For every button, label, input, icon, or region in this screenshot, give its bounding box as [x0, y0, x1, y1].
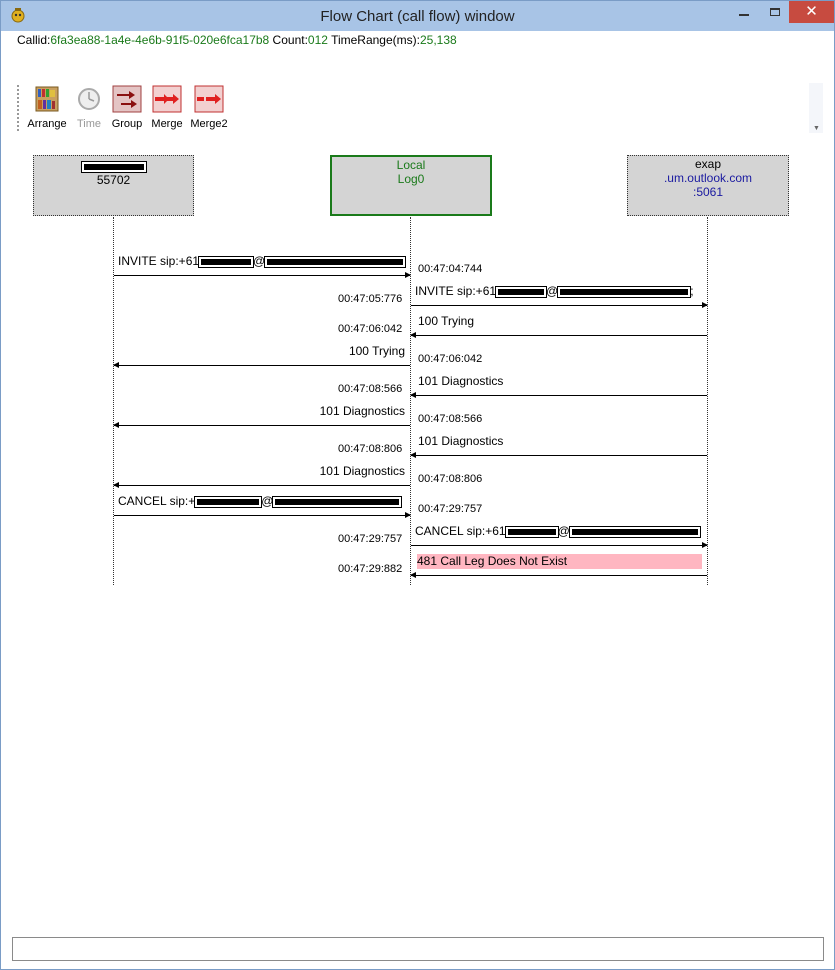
- call-flow-diagram: [17, 151, 809, 591]
- node-local[interactable]: [330, 155, 492, 216]
- node-local-line2: Log0: [397, 172, 425, 186]
- close-button[interactable]: ✕: [789, 1, 834, 23]
- message-label[interactable]: 101 Diagnostics: [418, 374, 504, 388]
- maximize-icon: [770, 8, 780, 16]
- message-arrow[interactable]: [411, 545, 707, 546]
- count-value: 012: [307, 33, 328, 47]
- timestamp: 00:47:29:757: [338, 533, 403, 545]
- message-text: CANCEL sip:+: [118, 494, 196, 508]
- message-label[interactable]: [118, 494, 401, 508]
- maximize-button[interactable]: [761, 1, 789, 23]
- time-range-value: 25,138: [419, 33, 457, 47]
- node-left[interactable]: [33, 155, 194, 216]
- timestamp: 00:47:29:882: [338, 563, 403, 575]
- merge-button[interactable]: [149, 85, 185, 130]
- merge-label: Merge: [151, 118, 183, 130]
- title-bar[interactable]: [1, 1, 834, 31]
- lifeline-left: [113, 217, 114, 585]
- node-right-port-text: :5061: [692, 185, 724, 199]
- node-local-line1: Local: [396, 158, 426, 172]
- timestamp: 00:47:06:042: [338, 323, 403, 335]
- scroll-down-icon: ▼: [813, 125, 820, 132]
- message-arrow[interactable]: [114, 515, 410, 516]
- message-label[interactable]: [415, 524, 700, 538]
- timestamp: 00:47:08:566: [418, 413, 483, 425]
- timestamp: 00:47:05:776: [338, 293, 403, 305]
- time-range-label: TimeRange(ms):: [327, 33, 420, 47]
- message-label[interactable]: 100 Trying: [418, 314, 475, 328]
- message-arrow[interactable]: [411, 305, 707, 306]
- node-right[interactable]: [627, 155, 789, 216]
- group-button[interactable]: [109, 85, 145, 130]
- timestamp: 00:47:08:806: [418, 473, 483, 485]
- arrange-button[interactable]: [25, 85, 69, 130]
- status-bar: [12, 937, 824, 961]
- timestamp: 00:47:06:042: [418, 353, 483, 365]
- arrange-label: Arrange: [27, 118, 67, 130]
- toolbar-scrollbar[interactable]: [809, 83, 823, 133]
- minimize-button[interactable]: [727, 1, 761, 23]
- timestamp: 00:47:08:566: [338, 383, 403, 395]
- message-text: CANCEL sip:+61: [415, 524, 506, 538]
- message-arrow[interactable]: [411, 575, 707, 576]
- message-tail: ;: [690, 284, 694, 298]
- timestamp: 00:47:04:744: [418, 263, 483, 275]
- group-arrows-icon: [112, 85, 142, 113]
- message-arrow[interactable]: [114, 485, 410, 486]
- time-label: Time: [76, 118, 102, 130]
- bookshelf-icon: [32, 85, 62, 113]
- message-label[interactable]: [118, 254, 405, 268]
- group-label: Group: [111, 118, 143, 130]
- timestamp: 00:47:08:806: [338, 443, 403, 455]
- window-title: Flow Chart (call flow) window: [320, 8, 515, 25]
- message-arrow[interactable]: [411, 395, 707, 396]
- node-left-port: 55702: [96, 173, 131, 187]
- node-left-redacted: [34, 159, 193, 173]
- message-arrow[interactable]: [411, 335, 707, 336]
- message-arrow[interactable]: [114, 275, 410, 276]
- callid-label: Callid:: [17, 33, 51, 47]
- lifeline-right: [707, 217, 708, 585]
- message-at: @: [261, 494, 274, 508]
- message-arrow[interactable]: [114, 425, 410, 426]
- merge2-button[interactable]: [189, 85, 229, 130]
- toolbar: [17, 85, 228, 131]
- message-label[interactable]: 100 Trying: [348, 344, 405, 358]
- call-info-line: [17, 33, 457, 47]
- node-right-port: [628, 185, 788, 199]
- message-at: @: [253, 254, 266, 268]
- timestamp: 00:47:29:757: [418, 503, 483, 515]
- clock-icon: [74, 85, 104, 113]
- message-at: @: [557, 524, 570, 538]
- count-label: Count:: [269, 33, 308, 47]
- merge2-label: Merge2: [190, 118, 228, 130]
- merge-arrows-icon: [152, 85, 182, 113]
- message-text: INVITE sip:+61: [118, 254, 200, 268]
- message-label[interactable]: 101 Diagnostics: [418, 434, 504, 448]
- time-button[interactable]: [73, 85, 105, 130]
- message-arrow[interactable]: [411, 455, 707, 456]
- message-text: INVITE sip:+61: [415, 284, 497, 298]
- merge2-arrows-icon: [194, 85, 224, 113]
- message-arrow[interactable]: [114, 365, 410, 366]
- node-right-line1: exap: [694, 157, 722, 171]
- message-label[interactable]: [415, 284, 694, 298]
- callid-value: 6fa3ea88-1a4e-4e6b-91f5-020e6fca17b8: [50, 33, 270, 47]
- node-right-host: .um.outlook.com: [663, 171, 753, 185]
- minimize-icon: [739, 14, 749, 16]
- message-label-highlighted[interactable]: 481 Call Leg Does Not Exist: [417, 554, 702, 569]
- message-label[interactable]: 101 Diagnostics: [319, 464, 405, 478]
- message-label[interactable]: 101 Diagnostics: [319, 404, 405, 418]
- message-at: @: [546, 284, 559, 298]
